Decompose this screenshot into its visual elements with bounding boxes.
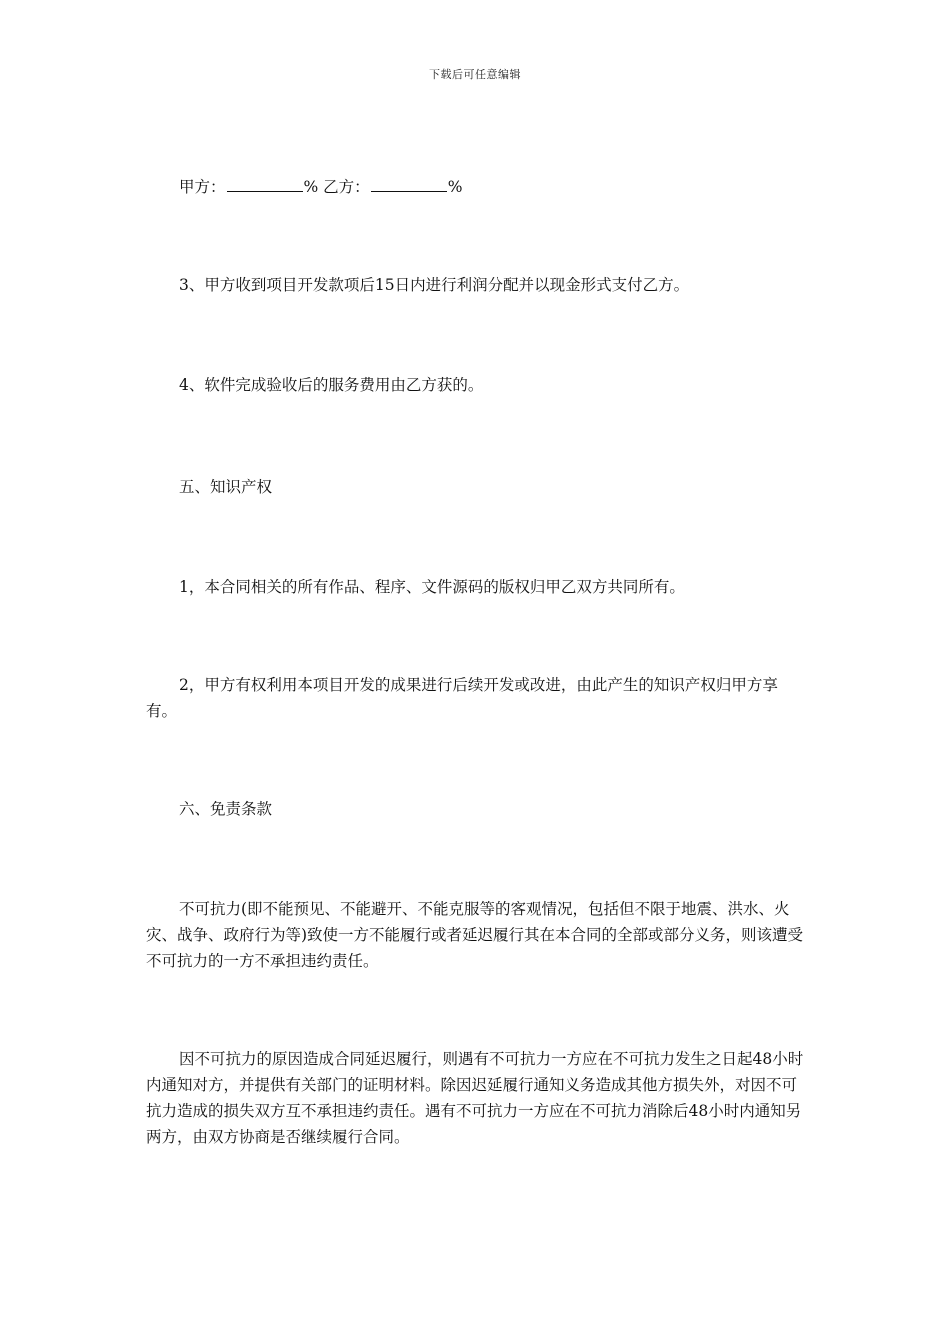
profit-ratio-line bbox=[146, 174, 806, 200]
party-b-label: 乙方： bbox=[318, 178, 370, 196]
clause-3: 3、甲方收到项目开发款项后15日内进行利润分配并以现金形式支付乙方。 bbox=[179, 276, 690, 294]
party-b-blank bbox=[371, 177, 447, 192]
section-heading-disclaimer: 六、免责条款 bbox=[179, 800, 273, 818]
party-b-percent: % bbox=[447, 178, 463, 196]
force-majeure-clause-2: 因不可抗力的原因造成合同延迟履行，则遇有不可抗力一方应在不可抗力发生之日起48小时内通知对方，并提供有关部门的证明材料。除因迟延履行通知义务造成其他方损失外，对因不可抗力造成的损失双方互不承担违约责任。遇有不可抗力一方应在不可抗力消除后48小时内通知另两方，由双方协商是否继续履行合同。 bbox=[146, 1050, 804, 1146]
section-heading-ip: 五、知识产权 bbox=[179, 478, 273, 496]
party-a-label: 甲方： bbox=[179, 178, 226, 196]
clause-4: 4、软件完成验收后的服务费用由乙方获的。 bbox=[179, 376, 484, 394]
force-majeure-clause-1: 不可抗力(即不能预见、不能避开、不能克服等的客观情况，包括但不限于地震、洪水、火灾、战争、政府行为等)致使一方不能履行或者延迟履行其在本合同的全部或部分义务，则该遭受不可抗力的一方不承担违约责任。 bbox=[146, 900, 804, 970]
ip-clause-2: 2，甲方有权利用本项目开发的成果进行后续开发或改进，由此产生的知识产权归甲方享有。 bbox=[146, 676, 778, 720]
party-a-blank bbox=[227, 177, 303, 192]
ip-clause-1: 1，本合同相关的所有作品、程序、文件源码的版权归甲乙双方共同所有。 bbox=[179, 578, 685, 596]
header-note: 下载后可任意编辑 bbox=[429, 68, 521, 81]
party-a-percent: % bbox=[303, 178, 319, 196]
